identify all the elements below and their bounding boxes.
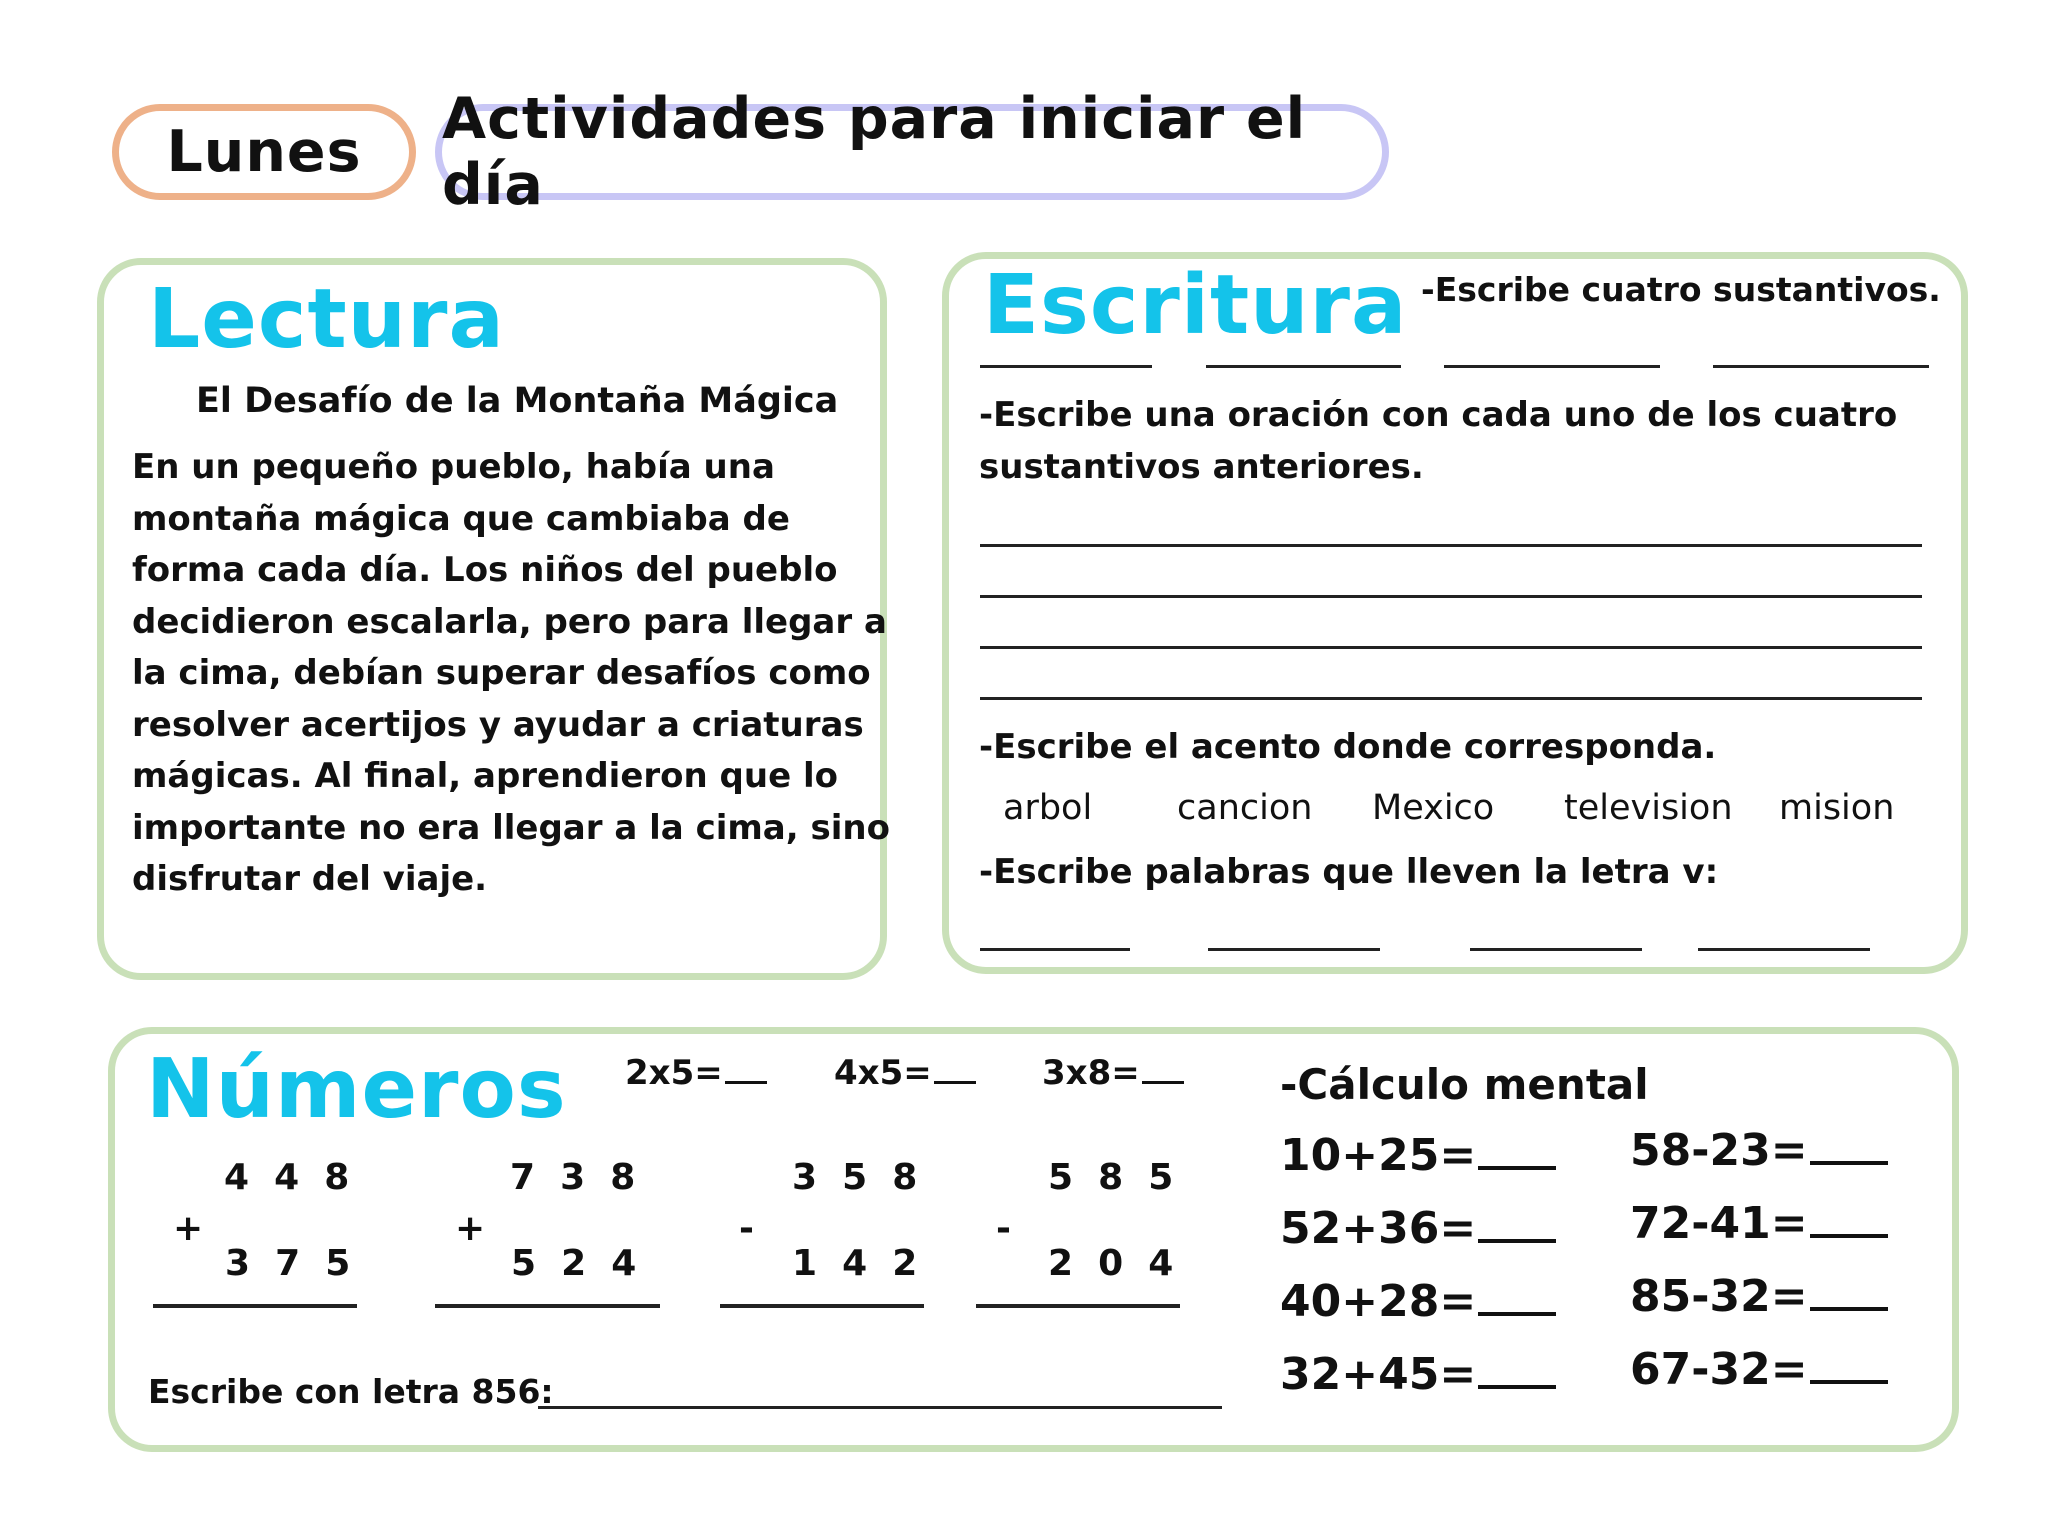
escritura-title: Escritura <box>983 258 1408 353</box>
story-line: mágicas. Al final, aprendieron que lo <box>132 756 838 796</box>
mental-item <box>1280 1276 1556 1327</box>
operation-result-line[interactable] <box>153 1304 357 1308</box>
operation-sign: + <box>173 1208 204 1249</box>
mental-expr: 72-41= <box>1630 1198 1808 1249</box>
story-line: resolver acertijos y ayudar a criaturas <box>132 704 864 745</box>
multiplication-expr: 2x5= <box>625 1053 723 1093</box>
mental-expr: 40+28= <box>1280 1276 1477 1327</box>
mental-expr: 67-32= <box>1630 1344 1808 1395</box>
multiplication-expr: 3x8= <box>1042 1053 1140 1093</box>
operation-top: 7 3 8 <box>510 1157 636 1198</box>
letter-v-blank[interactable] <box>980 948 1130 951</box>
operation-result-line[interactable] <box>435 1304 660 1308</box>
answer-blank[interactable] <box>1810 1233 1888 1238</box>
noun-blank[interactable] <box>1713 365 1929 368</box>
letter-v-blank[interactable] <box>1208 948 1380 951</box>
operation-top: 5 8 5 <box>1048 1157 1174 1198</box>
story-text <box>132 442 890 906</box>
operation-sign: - <box>739 1208 754 1249</box>
mental-item <box>1630 1271 1888 1322</box>
operation-top: 3 5 8 <box>792 1157 918 1198</box>
mental-expr: 32+45= <box>1280 1349 1477 1400</box>
task-sentences: -Escribe una oración con cada uno de los cuatro <box>979 395 1898 435</box>
mental-item <box>1280 1130 1556 1181</box>
answer-blank[interactable] <box>1810 1160 1888 1165</box>
operation-result-line[interactable] <box>976 1304 1180 1308</box>
numeros-title: Números <box>146 1042 567 1137</box>
sentence-line[interactable] <box>980 646 1922 649</box>
operation-bottom: 1 4 2 <box>792 1243 918 1284</box>
lectura-title: Lectura <box>148 272 505 367</box>
story-line: importante no era llegar a la cima, sino <box>132 807 890 848</box>
story-line: montaña mágica que cambiaba de <box>132 498 790 539</box>
sentence-line[interactable] <box>980 595 1922 598</box>
operation-bottom: 3 7 5 <box>225 1243 351 1284</box>
story-line: disfrutar del viaje. <box>132 859 488 899</box>
story-title: El Desafío de la Montaña Mágica <box>196 381 839 421</box>
task-accents: -Escribe el acento donde corresponda. <box>979 727 1717 767</box>
task-letter-v: -Escribe palabras que lleven la letra v: <box>979 852 1719 892</box>
answer-blank[interactable] <box>1478 1238 1556 1243</box>
story-line: forma cada día. Los niños del pueblo <box>132 550 838 590</box>
letter-v-blank[interactable] <box>1698 948 1870 951</box>
day-label: Lunes <box>112 104 416 200</box>
noun-blank[interactable] <box>1206 365 1401 368</box>
mental-item <box>1280 1203 1556 1254</box>
accent-word: arbol <box>1003 788 1093 828</box>
task-nouns: -Escribe cuatro sustantivos. <box>1421 270 1941 309</box>
story-line: la cima, debían superar desafíos como <box>132 653 871 693</box>
accent-word: television <box>1564 788 1733 828</box>
answer-blank[interactable] <box>934 1080 976 1084</box>
multiplication <box>834 1053 976 1093</box>
operation-result-line[interactable] <box>720 1304 924 1308</box>
answer-blank[interactable] <box>1142 1080 1184 1084</box>
mental-expr: 58-23= <box>1630 1125 1808 1176</box>
multiplication-expr: 4x5= <box>834 1053 932 1093</box>
mental-item <box>1630 1344 1888 1395</box>
letter-v-blank[interactable] <box>1470 948 1642 951</box>
answer-blank[interactable] <box>1810 1306 1888 1311</box>
mental-title: -Cálculo mental <box>1280 1060 1649 1109</box>
multiplication <box>1042 1053 1184 1093</box>
accent-word: cancion <box>1177 788 1313 828</box>
accent-word: mision <box>1779 788 1895 828</box>
answer-blank[interactable] <box>1478 1384 1556 1389</box>
answer-blank[interactable] <box>1478 1165 1556 1170</box>
answer-blank[interactable] <box>725 1080 767 1084</box>
mental-item <box>1280 1349 1556 1400</box>
task-sentences-cont: sustantivos anteriores. <box>979 447 1424 487</box>
operation-top: 4 4 8 <box>224 1157 350 1198</box>
page-title: Actividades para iniciar el día <box>435 104 1389 200</box>
noun-blank[interactable] <box>980 365 1152 368</box>
story-line: En un pequeño pueblo, había una <box>132 447 775 487</box>
accent-word: Mexico <box>1372 788 1495 828</box>
sentence-line[interactable] <box>980 697 1922 700</box>
operation-bottom: 5 2 4 <box>511 1243 637 1284</box>
operation-sign: + <box>455 1208 486 1249</box>
write-number-label: Escribe con letra 856: <box>148 1372 554 1411</box>
mental-expr: 52+36= <box>1280 1203 1477 1254</box>
noun-blank[interactable] <box>1444 365 1660 368</box>
mental-item <box>1630 1125 1888 1176</box>
operation-sign: - <box>996 1208 1011 1249</box>
operation-bottom: 2 0 4 <box>1048 1243 1174 1284</box>
story-line: decidieron escalarla, pero para llegar a <box>132 601 887 642</box>
multiplication <box>625 1053 767 1093</box>
mental-expr: 10+25= <box>1280 1130 1477 1181</box>
mental-item <box>1630 1198 1888 1249</box>
write-number-line[interactable] <box>538 1406 1222 1409</box>
answer-blank[interactable] <box>1810 1379 1888 1384</box>
sentence-line[interactable] <box>980 544 1922 547</box>
answer-blank[interactable] <box>1478 1311 1556 1316</box>
mental-expr: 85-32= <box>1630 1271 1808 1322</box>
